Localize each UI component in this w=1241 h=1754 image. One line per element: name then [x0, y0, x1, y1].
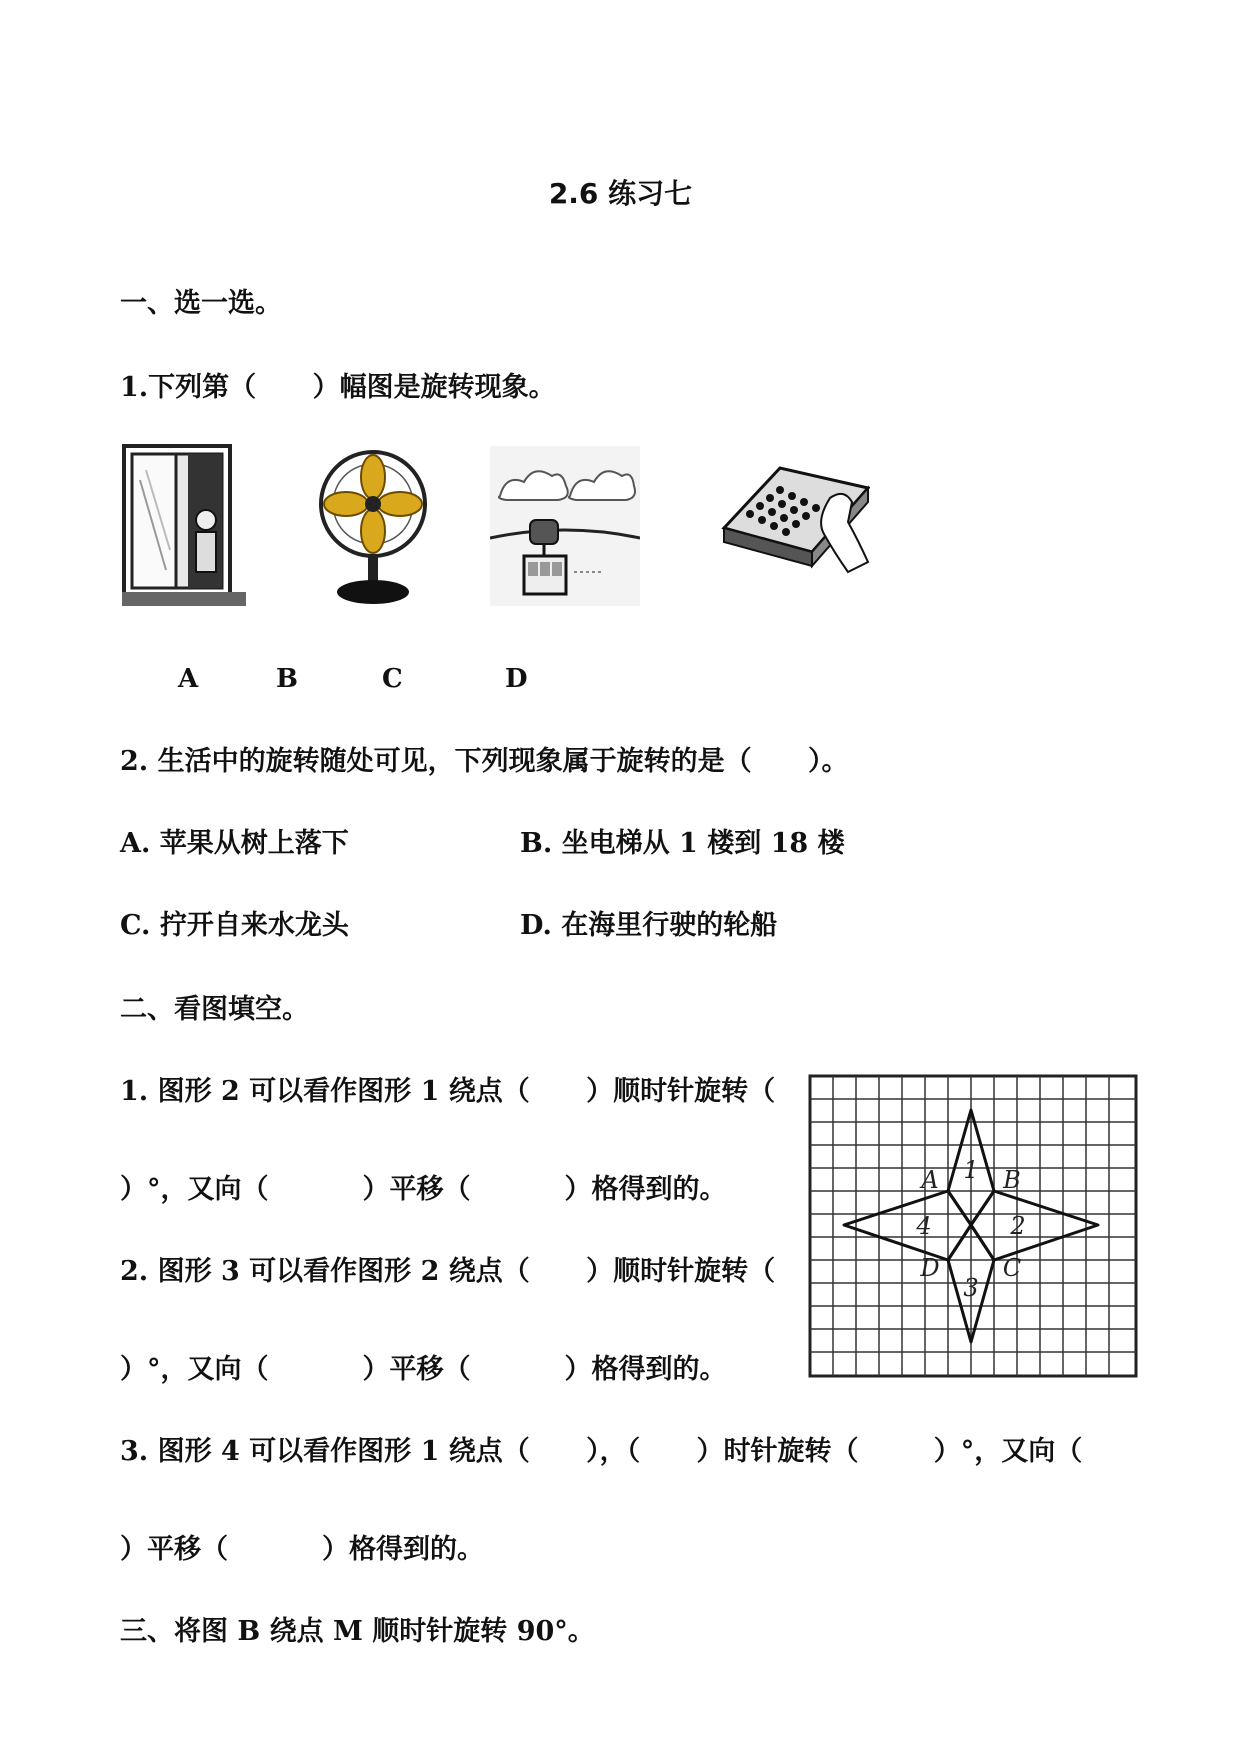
fan-icon [318, 442, 428, 612]
q2-option-d: D. 在海里行驶的轮船 [520, 910, 778, 941]
section3-heading: 三、将图 B 绕点 M 顺时针旋转 90°。 [120, 1616, 595, 1647]
page-title: 2.6 练习七 [548, 177, 693, 210]
point-label-d: D [920, 1254, 940, 1282]
abacus-icon [720, 458, 870, 598]
window-icon [122, 440, 247, 610]
section1-heading: 一、选一选。 [120, 288, 282, 319]
option-label-d: D [505, 664, 528, 694]
point-label-a: A [921, 1166, 939, 1194]
section2-heading: 二、看图填空。 [120, 994, 309, 1025]
piece-label-2: 2 [1010, 1212, 1026, 1240]
s2-q3-line2: ）平移（ ）格得到的。 [120, 1534, 484, 1565]
grid-figure [808, 1074, 1138, 1380]
q2-option-c: C. 拧开自来水龙头 [120, 910, 349, 941]
option-label-a: A [178, 664, 199, 694]
option-label-c: C [382, 664, 403, 694]
s2-q2-line2: ）°，又向（ ）平移（ ）格得到的。 [120, 1354, 727, 1385]
q2-text: 2. 生活中的旋转随处可见，下列现象属于旋转的是（ ）。 [120, 746, 849, 777]
s2-q1-line2: ）°，又向（ ）平移（ ）格得到的。 [120, 1174, 727, 1205]
piece-label-4: 4 [916, 1212, 932, 1240]
q1-text: 1.下列第（ ）幅图是旋转现象。 [120, 372, 556, 403]
cable-car-icon [490, 446, 640, 606]
s2-q1-line1: 1. 图形 2 可以看作图形 1 绕点（ ）顺时针旋转（ [120, 1076, 776, 1107]
piece-label-1: 1 [963, 1156, 979, 1184]
s2-q3-line1: 3. 图形 4 可以看作图形 1 绕点（ ），（ ）时针旋转（ ）°，又向（ [120, 1436, 1083, 1467]
q2-option-b: B. 坐电梯从 1 楼到 18 楼 [520, 828, 845, 859]
s2-q2-line1: 2. 图形 3 可以看作图形 2 绕点（ ）顺时针旋转（ [120, 1256, 776, 1287]
q2-option-a: A. 苹果从树上落下 [120, 828, 349, 859]
piece-label-3: 3 [963, 1274, 979, 1302]
option-label-b: B [276, 664, 298, 694]
point-label-b: B [1003, 1166, 1021, 1194]
point-label-c: C [1002, 1254, 1022, 1282]
